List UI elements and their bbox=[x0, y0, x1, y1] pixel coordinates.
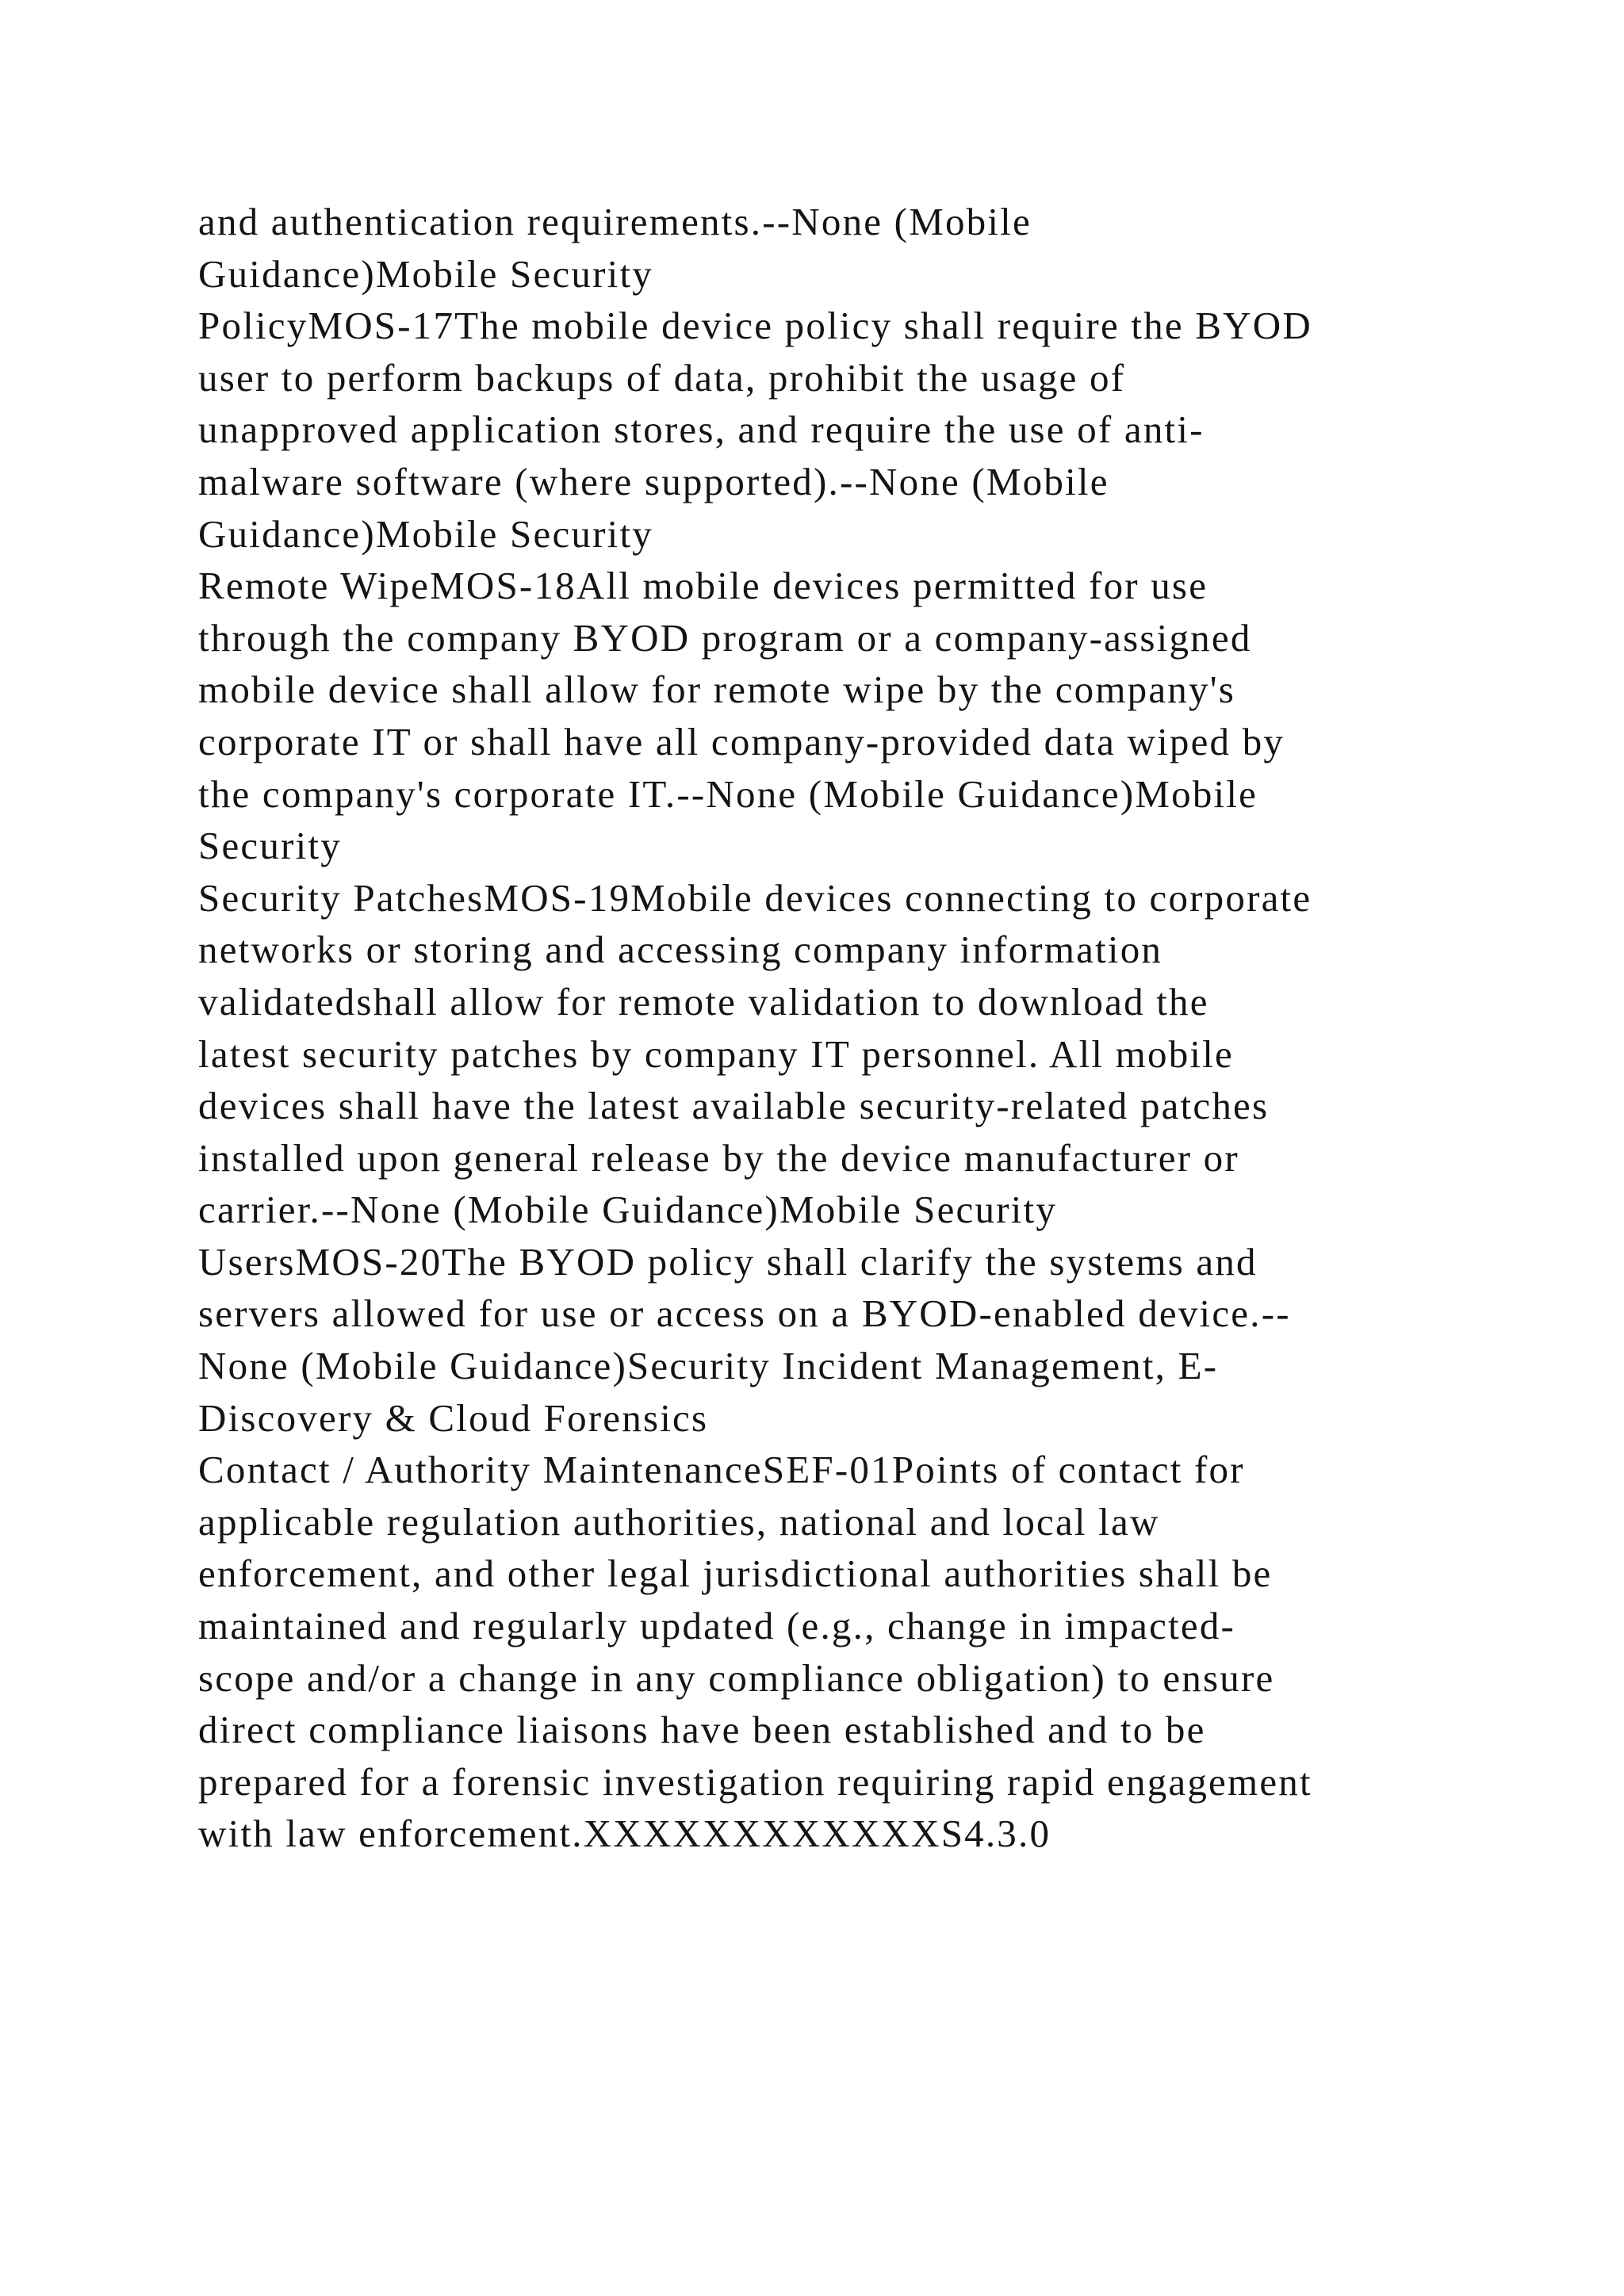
text-line: networks or storing and accessing company information bbox=[198, 928, 1163, 972]
text-line: None (Mobile Guidance)Security Incident Management, E- bbox=[198, 1344, 1219, 1388]
text-line: Discovery & Cloud Forensics bbox=[198, 1395, 709, 1440]
text-line: and authentication requirements.--None (Mobile bbox=[198, 200, 1032, 243]
text-line: Guidance)Mobile Security bbox=[198, 511, 653, 556]
text-line: the company's corporate IT.--None (Mobile Guidance)Mobile bbox=[198, 771, 1258, 816]
text-line: unapproved application stores, and require the use of anti- bbox=[198, 408, 1205, 452]
text-line: UsersMOS-20The BYOD policy shall clarify the systems and bbox=[198, 1239, 1258, 1284]
text-line: devices shall have the latest available security-related patches bbox=[198, 1084, 1270, 1128]
text-line: enforcement, and other legal jurisdictional authorities shall be bbox=[198, 1552, 1273, 1596]
text-line: Guidance)Mobile Security bbox=[198, 251, 653, 296]
text-line: Security bbox=[198, 824, 342, 868]
text-line: applicable regulation authorities, national and local law bbox=[198, 1499, 1160, 1544]
body-text bbox=[198, 196, 1515, 1860]
text-line: carrier.--None (Mobile Guidance)Mobile Security bbox=[198, 1188, 1058, 1232]
text-line: maintained and regularly updated (e.g., change in impacted- bbox=[198, 1604, 1236, 1648]
text-line: direct compliance liaisons have been established and to be bbox=[198, 1708, 1206, 1752]
text-line: installed upon general release by the device manufacturer or bbox=[198, 1135, 1239, 1180]
text-line: servers allowed for use or access on a BYOD-enabled device.-- bbox=[198, 1292, 1291, 1336]
text-line: Security PatchesMOS-19Mobile devices connecting to corporate bbox=[198, 875, 1312, 920]
text-line: with law enforcement.XXXXXXXXXXXXS4.3.0 bbox=[198, 1812, 1051, 1856]
text-line: corporate IT or shall have all company-provided data wiped by bbox=[198, 719, 1285, 763]
text-line: PolicyMOS-17The mobile device policy shall require the BYOD bbox=[198, 304, 1312, 348]
text-line: malware software (where supported).--None (Mobile bbox=[198, 459, 1109, 503]
text-line: validatedshall allow for remote validation to download the bbox=[198, 979, 1209, 1024]
text-line: Contact / Authority MaintenanceSEF-01Points of contact for bbox=[198, 1448, 1245, 1492]
text-line: mobile device shall allow for remote wipe by the company's bbox=[198, 668, 1236, 712]
text-line: latest security patches by company IT personnel. All mobile bbox=[198, 1031, 1234, 1076]
text-line: through the company BYOD program or a company-assigned bbox=[198, 615, 1252, 660]
text-line: user to perform backups of data, prohibit the usage of bbox=[198, 355, 1126, 400]
text-line: Remote WipeMOS-18All mobile devices permitted for use bbox=[198, 564, 1208, 608]
text-line: prepared for a forensic investigation requiring rapid engagement bbox=[198, 1759, 1312, 1804]
text-line: scope and/or a change in any compliance obligation) to ensure bbox=[198, 1655, 1275, 1700]
